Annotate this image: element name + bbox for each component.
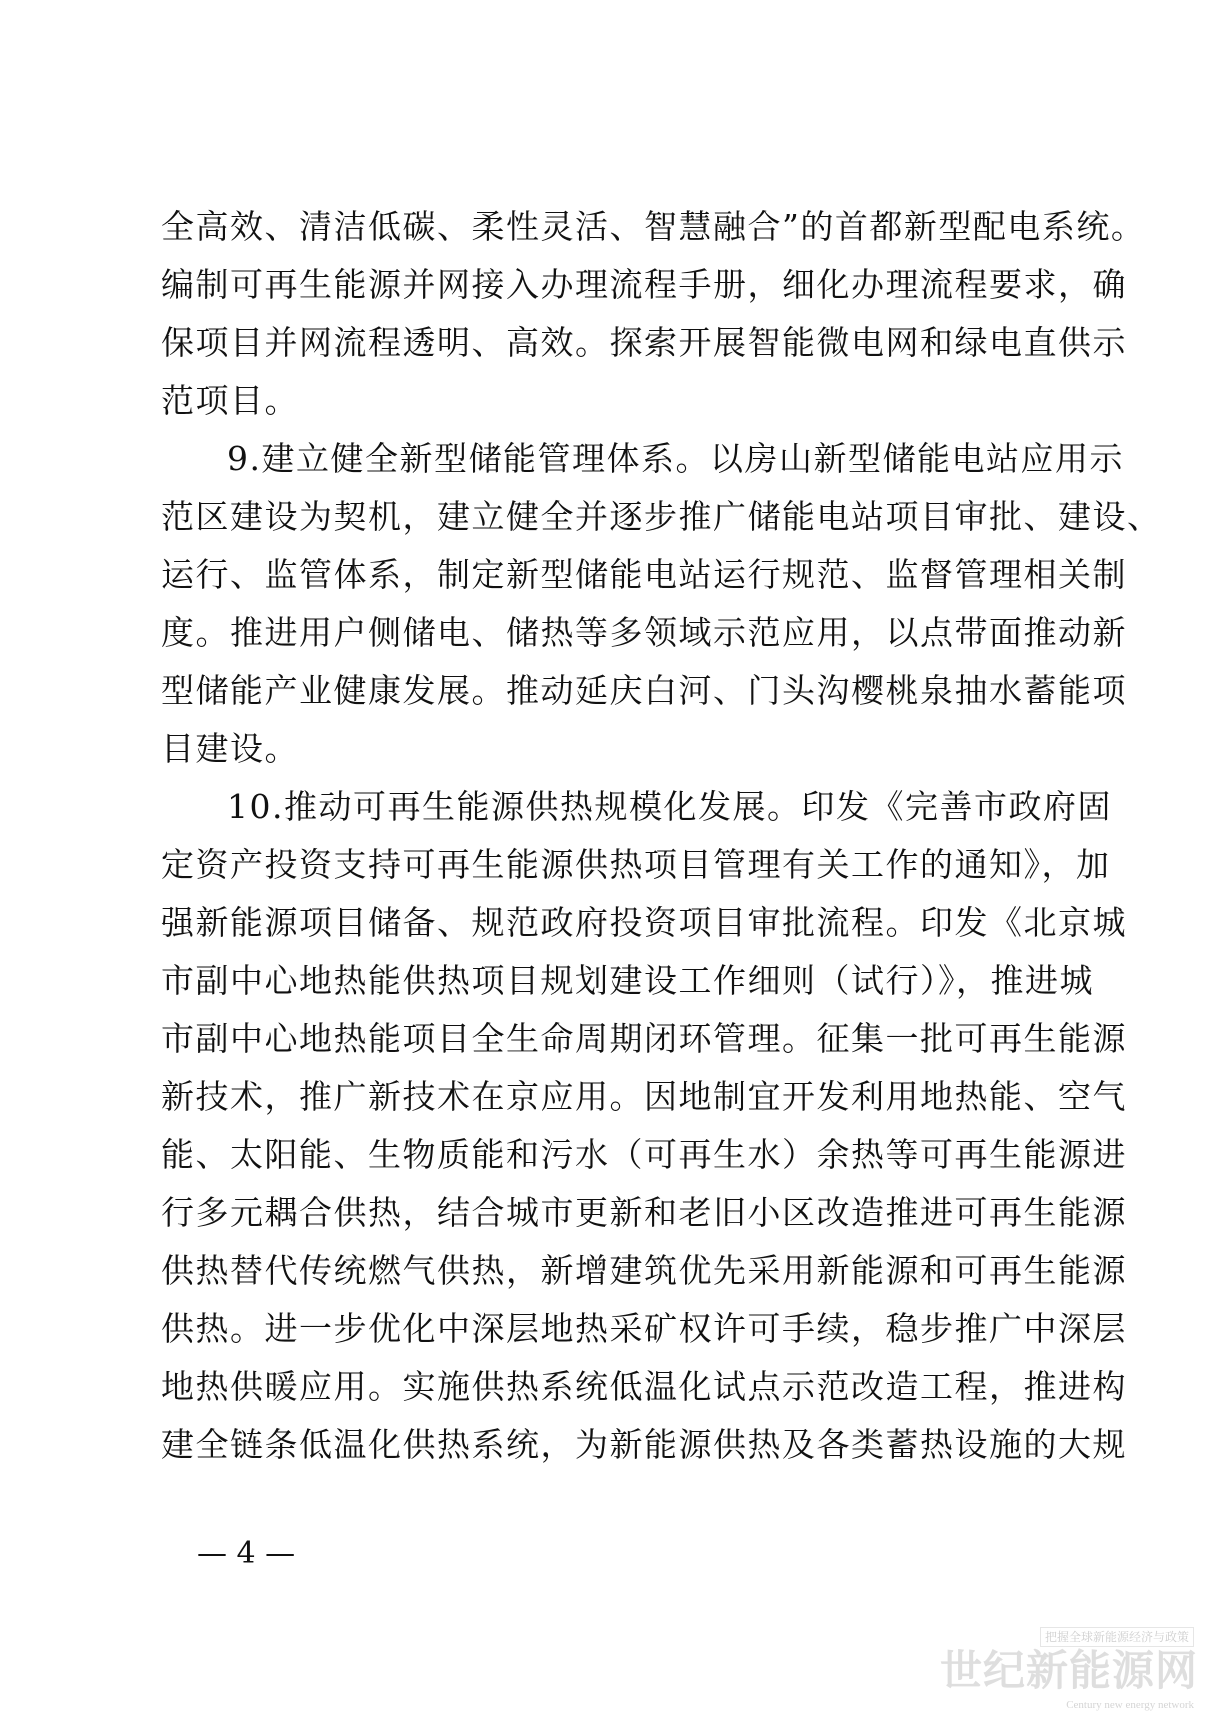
text-line: 供热替代传统燃气供热，新增建筑优先采用新能源和可再生能源 [161,1251,1127,1290]
text-line: 范项目。 [161,381,299,420]
text-line: 编制可再生能源并网接入办理流程手册，细化办理流程要求，确 [161,265,1127,304]
site-watermark [939,1625,1202,1717]
watermark-english: Century new energy network [1066,1699,1194,1711]
text-line: 供热。进一步优化中深层地热采矿权许可手续，稳步推广中深层 [161,1309,1127,1348]
text-line: 能、太阳能、生物质能和污水（可再生水）余热等可再生能源进 [161,1135,1127,1174]
text-line: 目建设。 [161,729,299,768]
text-line: 范区建设为契机，建立健全并逐步推广储能电站项目审批、建设、 [161,497,1162,536]
text-line: 全高效、清洁低碳、柔性灵活、智慧融合”的首都新型配电系统。 [161,207,1146,246]
text-line: 保项目并网流程透明、高效。探索开展智能微电网和绿电直供示 [161,323,1127,362]
text-line: 行多元耦合供热，结合城市更新和老旧小区改造推进可再生能源 [161,1193,1127,1232]
text-line: 运行、监管体系，制定新型储能电站运行规范、监督管理相关制 [161,555,1127,594]
text-line: 度。推进用户侧储电、储热等多领域示范应用，以点带面推动新 [161,613,1127,652]
text-line: 型储能产业健康发展。推动延庆白河、门头沟樱桃泉抽水蓄能项 [161,671,1127,710]
text-line: 建全链条低温化供热系统，为新能源供热及各类蓄热设施的大规 [161,1425,1127,1464]
watermark-name: 世纪新能源网 [939,1646,1198,1695]
text-line: 地热供暖应用。实施供热系统低温化试点示范改造工程，推进构 [161,1367,1127,1406]
text-line: 市副中心地热能供热项目规划建设工作细则（试行）》，推进城 [161,961,1094,1000]
paragraph-heading-9: 9.建立健全新型储能管理体系。以房山新型储能电站应用示 [227,439,1124,478]
text-line: 市副中心地热能项目全生命周期闭环管理。征集一批可再生能源 [161,1019,1127,1058]
paragraph-heading-10: 10.推动可再生能源供热规模化发展。印发《完善市政府固 [227,787,1112,826]
page-number: — 4 — [197,1536,296,1571]
watermark-tagline: 把握全球新能源经济与政策 [1040,1627,1194,1647]
text-line: 新技术，推广新技术在京应用。因地制宜开发利用地热能、空气 [161,1077,1127,1116]
text-line: 定资产投资支持可再生能源供热项目管理有关工作的通知》，加 [161,845,1111,884]
text-line: 强新能源项目储备、规范政府投资项目审批流程。印发《北京城 [161,903,1127,942]
